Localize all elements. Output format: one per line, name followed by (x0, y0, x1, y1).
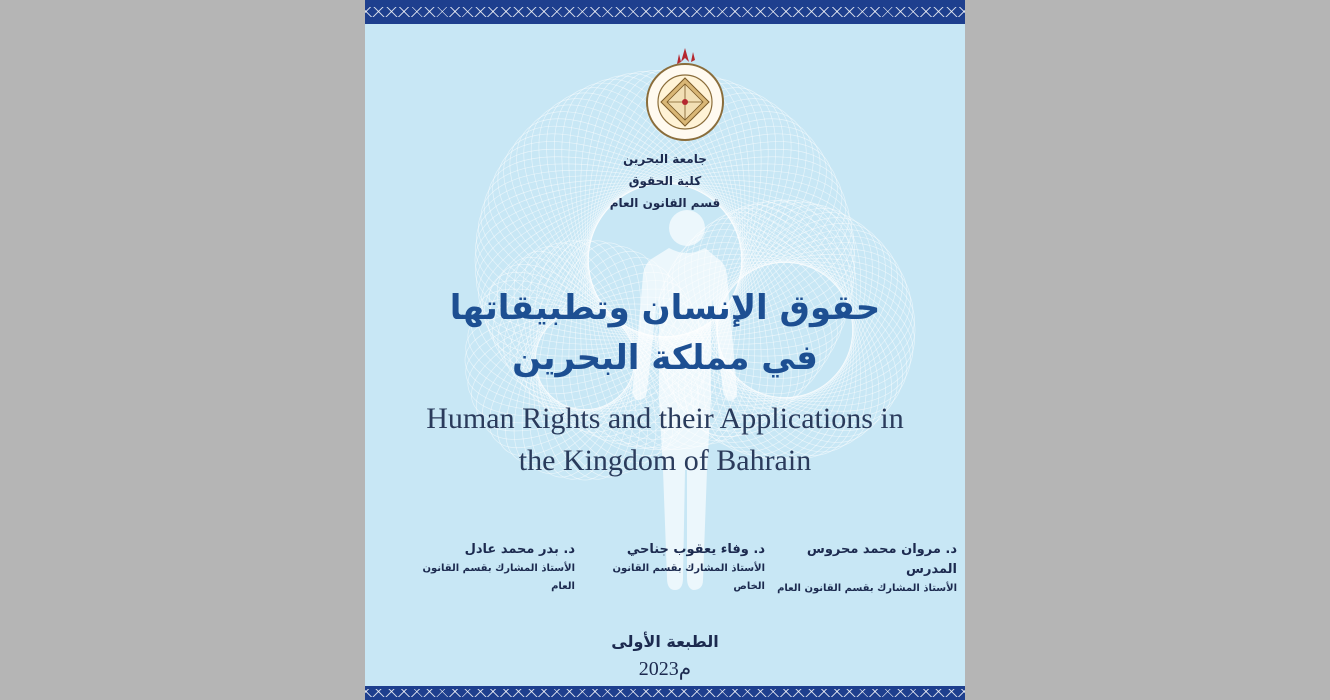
publication-year: 2023م (638, 658, 692, 680)
author-1 (767, 540, 957, 598)
author-name: د. وفاء يعقوب جناحي (626, 542, 765, 557)
arabic-title-line-1: حقوق الإنسان وتطبيقاتها (449, 288, 881, 328)
university-name: جامعة البحرين (623, 152, 707, 166)
author-name: د. مروان محمد محروس المدرس (806, 542, 957, 577)
author-role: الأستاذ المشارك بقسم القانون العام (777, 583, 957, 594)
university-seal-icon (641, 44, 731, 144)
book-cover (365, 0, 965, 700)
bottom-decorative-border (365, 686, 965, 700)
author-3 (405, 540, 575, 596)
edition-label: الطبعة الأولى (611, 632, 719, 651)
author-name: د. بدر محمد عادل (464, 542, 575, 557)
arabic-title-line-2: في مملكة البحرين (512, 338, 818, 378)
english-title (365, 398, 965, 482)
english-title-line-1: Human Rights and their Applications in (426, 402, 904, 435)
border-pattern (365, 689, 965, 697)
author-role: الأستاذ المشارك بقسم القانون العام (422, 563, 575, 592)
department-name: قسم القانون العام (609, 196, 721, 210)
author-2 (585, 540, 765, 596)
university-block (365, 148, 965, 214)
college-name: كلية الحقوق (628, 174, 702, 188)
english-title-line-2: the Kingdom of Bahrain (518, 444, 812, 477)
author-role: الأستاذ المشارك بقسم القانون الخاص (612, 563, 765, 592)
